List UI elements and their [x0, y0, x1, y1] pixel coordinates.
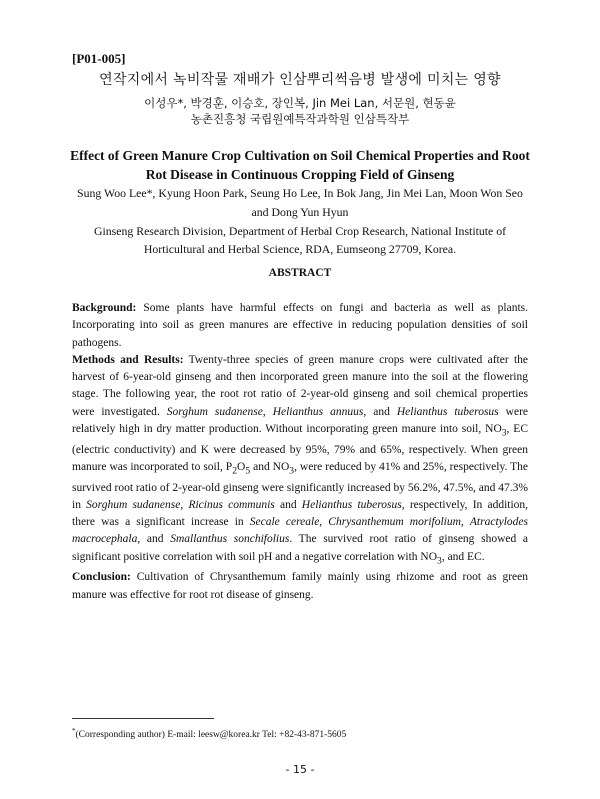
conclusion-paragraph — [72, 569, 528, 604]
conclusion-text: Cultivation of Chrysanthemum family mainly using rhizome and root as green manure was effective for root rot disease of ginseng. — [72, 571, 529, 601]
abstract-body — [72, 300, 528, 604]
methods-text: , were reduced by 41% and 25%, respectively. The survived root ratio of 2-year-old ginseng were significantly increased by 56.2%, 47.5%, and 47.3% in — [72, 460, 529, 511]
subscript: 2 — [232, 465, 237, 477]
species-name: Secale cereale, — [249, 516, 323, 529]
footnote-divider — [72, 718, 214, 719]
abstract-heading: ABSTRACT — [268, 267, 332, 279]
methods-text: , and EC. — [441, 550, 485, 563]
korean-authors: 이성우*, 박경훈, 이승호, 장인복, Jin Mei Lan, 서문원, 현동윤 — [144, 96, 456, 110]
species-name: Helianthus annuus — [272, 405, 364, 418]
methods-label: Methods and Results: — [72, 353, 184, 366]
subscript: 3 — [289, 465, 295, 477]
english-title: Effect of Green Manure Crop Cultivation on Soil Chemical Properties and Root Rot Disease in Continuous Cropping Field of Ginseng — [70, 148, 530, 182]
species-name: Helianthus tuberosus, — [301, 498, 405, 511]
methods-text: Twenty-three species of green manure crops were cultivated after the harvest of 6-year-old ginseng and then incorporated green manure into the soil at the flowering stage. The following year, the root rot ratio of 2-year-old ginseng and soil chemical properties were investigated. — [72, 353, 528, 418]
subscript: 5 — [245, 465, 251, 477]
methods-text: O — [237, 460, 246, 473]
background-label: Background: — [72, 302, 137, 314]
english-affiliation: Ginseng Research Division, Department of Herbal Crop Research, National Institute of Horticultural and Herbal Science, RDA, Eumseong 27709, Korea. — [93, 224, 507, 256]
background-paragraph — [72, 300, 528, 352]
methods-text: were relatively high in dry matter production. Without incorporating green manure into soil, NO — [72, 405, 528, 436]
methods-paragraph: Methods and Results: Twenty-three species of green manure crops were cultivated after the harvest of 6-year-old ginseng and then incorporated green manure into the soil at the flowering stage. The following year, the root rot ratio of 2-year-old ginseng and soil chemical properties were investigated. Sorghum sudanense, Helianthus annuus, and Helianthus tuberosus were relatively high in dry matter production. Without incorporating green manure into soil, $NO_3$, EC (electric conductivity) and K were decreased by 95%, 79% and 65%, respectively. When green manure was incorporated to soil, $P_2O_5$ and $NO_3$, were reduced by 41% and 25%, respectively. The survived root ratio of 2-year-old ginseng were significantly increased by 56.2%, 47.5%, and 47.3% in Sorghum sudanense, Ricinus communis and Helianthus tuberosus, respectively, In addition, there was a significant increase in Secale cereale, Chrysanthemum morifolium, Atractylodes macrocephala, and Smallanthus sonchifolius. The survived root ratio of ginseng showed a significant positive correlation with soil pH and a negative correlation with $NO_3$, and EC. — [72, 353, 529, 567]
subscript: 3 — [501, 427, 507, 439]
species-name: Sorghum sudanense — [166, 405, 263, 418]
footnote-text: (Corresponding author) E-mail: leesw@korea.kr Tel: +82-43-871-5605 — [75, 730, 347, 741]
footnote-mark: * — [72, 727, 76, 735]
korean-affiliation: 농촌진흥청 국립원예특작과학원 인삼특작부 — [190, 112, 410, 126]
species-name: Chrysanthemum morifolium — [328, 516, 461, 529]
page-number: - 15 - — [285, 763, 315, 776]
korean-title: 연작지에서 녹비작물 재배가 인삼뿌리썩음병 발생에 미치는 영향 — [99, 72, 501, 88]
methods-text: and NO — [250, 460, 290, 473]
methods-text: , EC (electric conductivity) and K were decreased by 95%, 79% and 65%, respectively. When green manure was incorporated to soil, P — [72, 423, 528, 473]
species-name: Atractylodes macrocephala — [72, 516, 529, 546]
english-authors: Sung Woo Lee*, Kyung Hoon Park, Seung Ho Lee, In Bok Jang, Jin Mei Lan, Moon Won Seo and Dong Yun Hyun — [77, 186, 523, 219]
footnote — [72, 727, 346, 740]
species-name: Ricinus communis — [188, 498, 275, 511]
background-text: Some plants have harmful effects on fungi and bacteria as well as plants. Incorporating into soil as green manures are effective in reducing population densities of soil pathogens. — [72, 302, 529, 349]
species-name: Helianthus tuberosus — [396, 405, 499, 418]
species-name: Smallanthus sonchifolius — [170, 533, 290, 546]
species-name: Sorghum sudanense — [86, 498, 181, 511]
subscript: 3 — [437, 555, 442, 567]
conclusion-label: Conclusion: — [72, 571, 131, 584]
methods-text: respectively, In addition, there was a significant increase in — [72, 498, 529, 529]
abstract-code: [P01-005] — [72, 51, 126, 66]
methods-text: . The survived root ratio of ginseng showed a significant positive correlation with soil pH and a negative correlation with NO — [72, 533, 529, 563]
